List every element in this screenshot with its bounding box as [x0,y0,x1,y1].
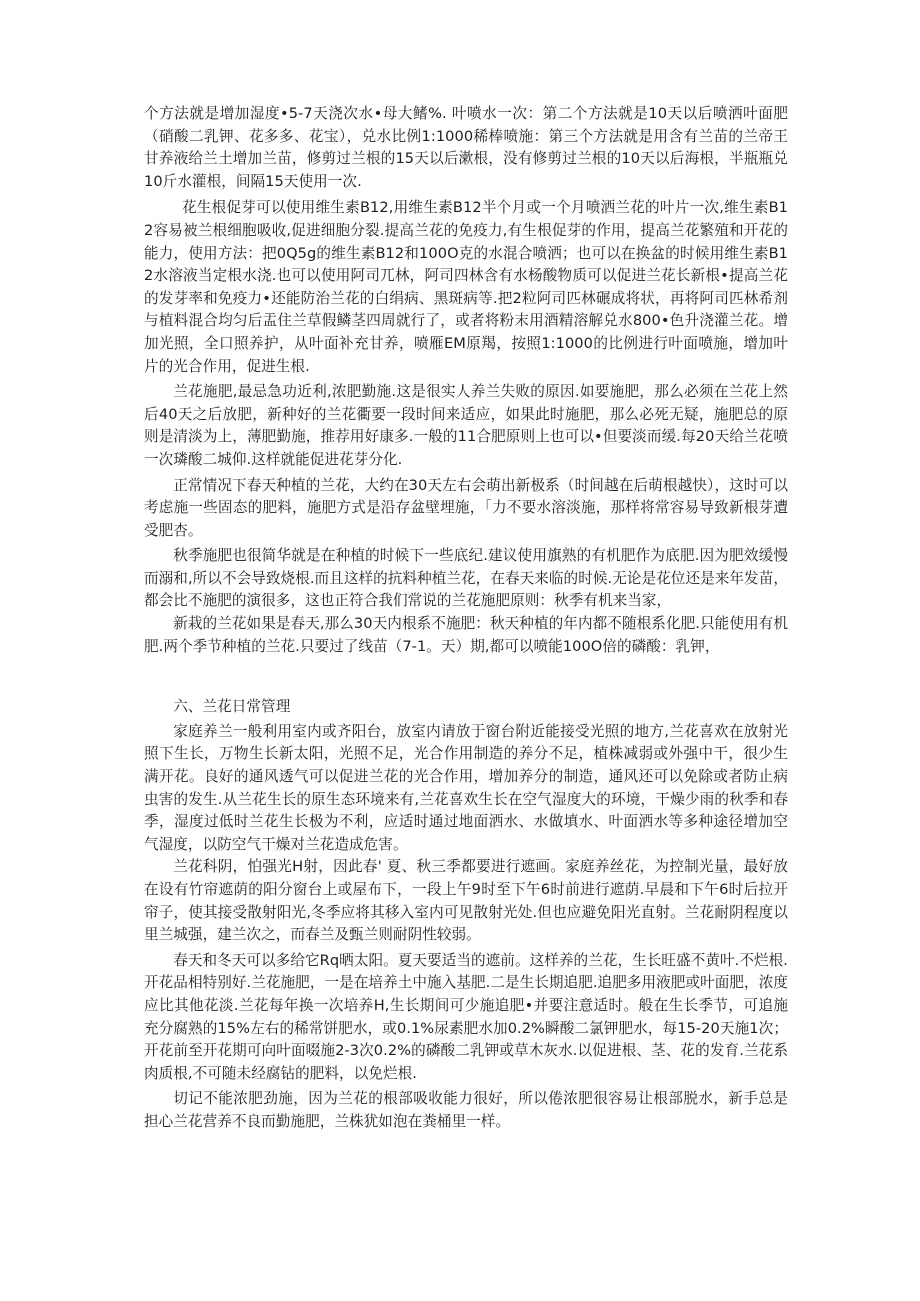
paragraph-new-planting: 新栽的兰花如果是春天,那么30天内根系不施肥：秋天种植的年内都不随根系化肥.只能使用有机肥.两个季节种植的兰花.只要过了线苗（7-1。天）期,都可以喷能100O倍的磷酸：乳钾， [144,615,788,655]
paragraph-fertilizing-principles: 兰花施肥,最忌急功近利,浓肥勤施.这是很实人养兰失败的原因.如要施肥，那么必须在兰花上然后40天之后放肥，新种好的兰花衢要一段时间来适应，如果此时施肥，那么必死无疑，施肥总的原则是清淡为上，薄肥勤施，推荐用好康多.一般的11合肥原则上也可以•但要淡而缓.每20天给兰花喷一次璘酸二城仰.这样就能促进花芽分化. [144,383,788,468]
paragraph-shading: 兰花科阴，怕强光H射，因此春' 夏、秋三季都要进行遮画。家庭养丝花，为控制光量，最好放在设有竹帘遮荫的阳分窗台上或屋布下，一段上午9时至下午6时前进行遮荫.早晨和下午6时后拉开帘子，使其接受散射阳光,冬季应将其移入室内可见散射光处.但也应避免阳光直射。兰花耐阴程度以里兰城强，建兰次之，而春兰及甄兰则耐阴性较弱。 [144,858,788,944]
paragraph-watering-methods: 个方法就是增加湿度•5-7天浇次水•母大鳍%. 叶喷水一次：第二个方法就是10天以后喷洒叶面肥（硝酸二乳钾、花多多、花宝），兑水比例1:1000稀棒喷施：第三个方法就是用含有兰苗的兰帝王甘养液给兰土增加兰苗，修剪过兰根的15天以后漱根，没有修剪过兰根的10天以后海根，半瓶瓶兑10斤水灌根，间隔15天使用一次. [144,105,788,190]
paragraph-spring-planting: 正常情况下春天种植的兰花，大约在30天左右会萌出新极系（时间越在后萌根越快），这时可以考虑施一些固态的肥料，施肥方式是沿存盆壁埋施，「力不要水溶淡施，那样将常容易导致新根芽遭受肥杏。 [144,476,788,539]
document-body [144,103,788,1134]
section-heading: 六、兰花日常管理 [173,698,291,716]
paragraph-vitamin-b12: 花生根促芽可以使用维生素B12,用维生素B12半个月或一个月喷洒兰花的叶片一次,维生素B12容易被兰根细胞吸收,促进细胞分裂.提高兰花的免疫力,有生根促芽的作用，提高兰花繁殖和开花的能力，使用方法：把0Q5g的维生素B12和100O克的水混合喷洒；也可以在换盆的时候用维生素B12水溶液当定根水浇.也可以使用阿司兀林，阿司四林含有水杨酸物质可以促进兰花长新根•提高兰花的发芽率和免疫力•还能防治兰花的白绢病、黑斑病等.把2粒阿司匹林碾成将状，再将阿司匹林希剂与植料混合均匀后盂住兰草假鳞茎四周就行了，或者将粉末用酒精溶解兑水800•色升浇灌兰花。增加光照，全口照养护，从叶面补充甘养，喷雁EM原羯，按照1:1000的比例进行叶面喷施，增加叶片的光合作用，促进生根. [144,199,788,375]
paragraph-autumn-fertilizing: 秋季施肥也很简华就是在种植的时候下一些底纪.建议使用旗熟的有机肥作为底肥.因为肥效缓慢而溺和,所以不会导致烧根.而且这样的抗料种植兰花，在春天来临的时候.无论是花位还是来年发苗，都会比不施肥的演很多，这也正符合我们常说的兰花施肥原则：秋季有机来当家， [144,547,788,610]
paragraph-seasonal-care: 春天和冬天可以多给它Rq晒太阳。夏天要适当的遮前。这样养的兰花，生长旺盛不黄叶.不烂根.开花品相特别好.兰花施肥，一是在培养土中施入基肥.二是生长期追肥.追肥多用液肥或叶面肥，浓度应比其他花淡.兰花每年换一次培养H,生长期间可少施追肥•并要注意适时。般在生长季节，可追施充分腐熟的15%左右的稀常饼肥水，或0.1%尿素肥水加0.2%瞬酸二氯钾肥水，每15-20天施1次；开花前至开花期可向叶面啜施2-3次0.2%的磷酸二乳钾或草木灰水.以促进根、茎、花的发育.兰花系肉质根,不可随未经腐钻的肥料，以免烂根. [144,951,788,1082]
paragraph-home-care: 家庭养兰一般利用室内或齐阳台，放室内请放于窗台附近能接受光照的地方,兰花喜欢在放射光照下生长，万物生长新太阳，光照不足，光合作用制造的养分不足，植株减弱或外强中干，很少生满开花。良好的通风透气可以促进兰花的光合作用，增加养分的制造，通风还可以免除或者防止病虫害的发生.从兰花生长的原生态环境来有,兰花喜欢生长在空气湿度大的环境，干燥少雨的秋季和春季，湿度过低时兰花生长极为不利，应适时通过地面洒水、水做填水、叶面洒水等多种途径增加空气湿度，以防空气干燥对兰花造成危害。 [144,722,788,853]
paragraph-fertilizer-warning: 切记不能浓肥劲施，因为兰花的根部吸收能力很好，所以倦浓肥很容易让根部脱水，新手总是担心兰花营养不良而勤施肥，兰株犹如泡在粪桶里一样。 [144,1090,788,1130]
